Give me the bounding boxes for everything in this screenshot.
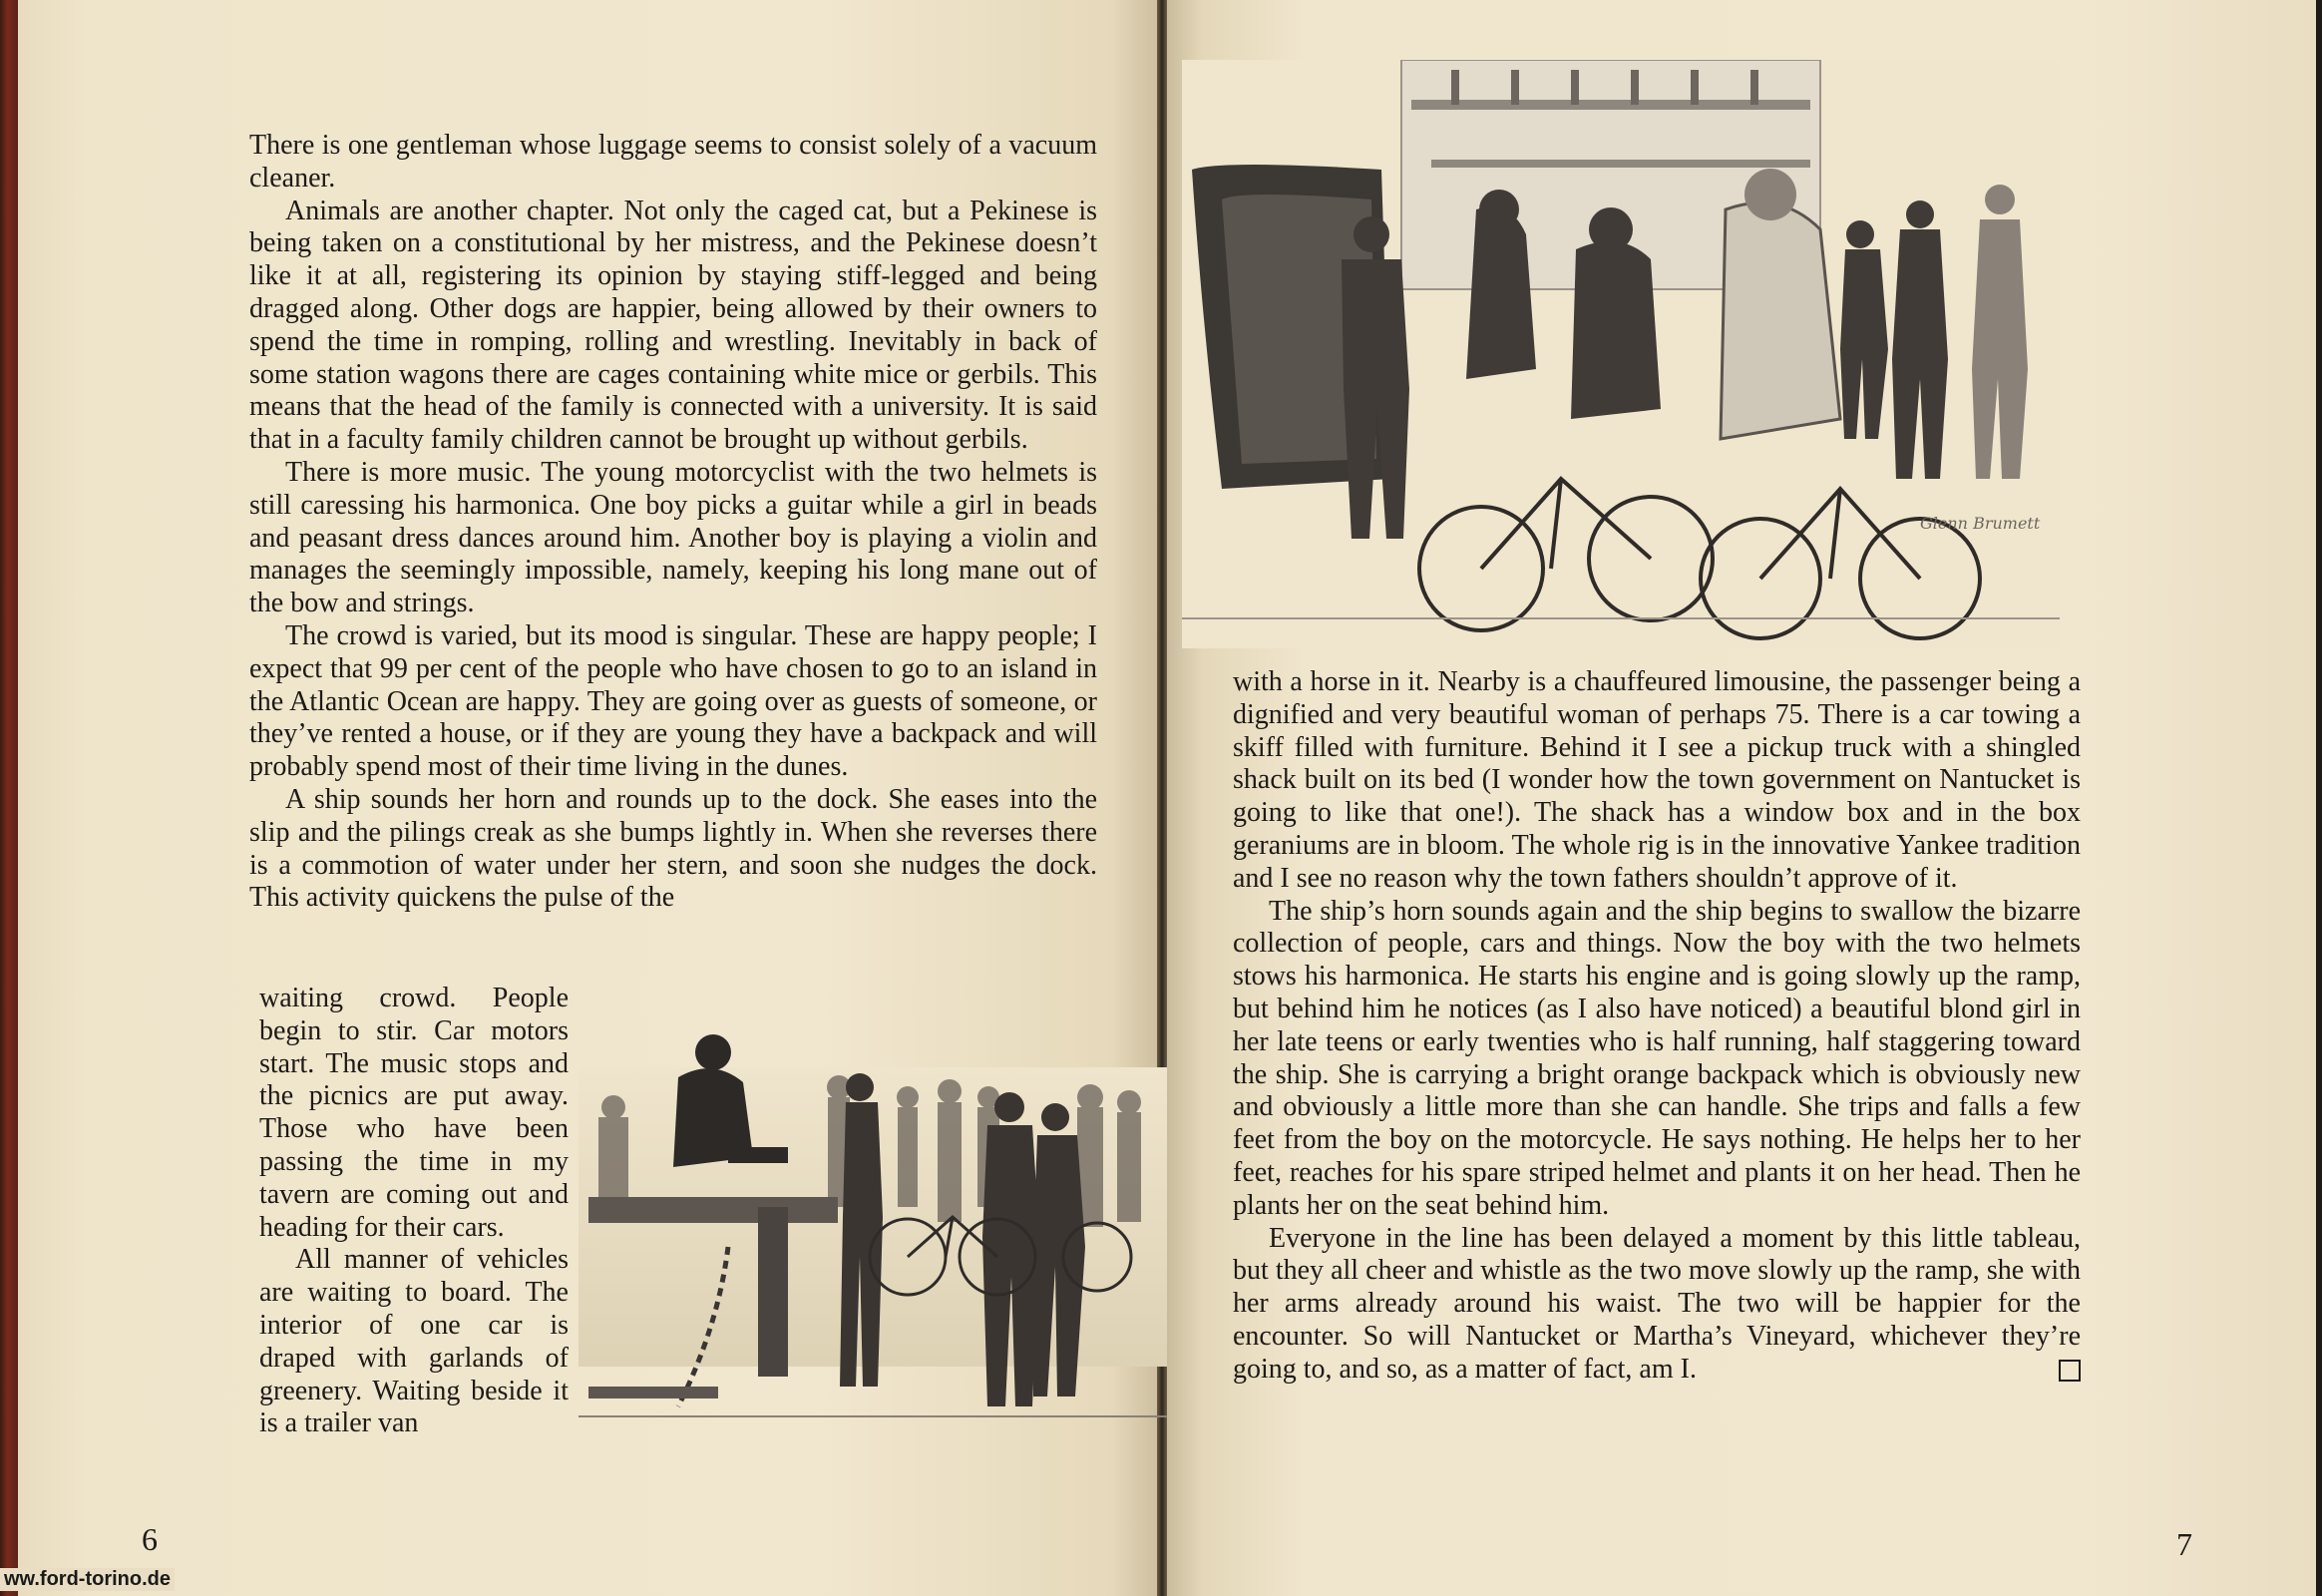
page-number-right: 7 xyxy=(2176,1526,2192,1562)
right-column xyxy=(1233,666,2081,1387)
paragraph: The ship’s horn sounds again and the ship begins to swallow the bizarre collection of people, cars and things. Now the boy with the two helmets stows his harmonica. He starts his engine and is going slowly up the ramp, but behind him he notices (as I also have noticed) a beautiful blond girl in her late teens or early twenties who is half running, half staggering toward the ship. She is carrying a bright orange backpack which is obviously new and obviously a little more than she can handle. She trips and falls a few feet from the boy on the motorcycle. He says nothing. He helps her to her feet, reaches for his spare striped helmet and plants it on her head. Then he plants her on the seat behind him. xyxy=(1233,895,2081,1221)
paragraph: Animals are another chapter. Not only the caged cat, but a Pekinese is being taken on a constitutional by her mistress, and the Pekinese doesn’t like it at all, registering its opinion by staying stiff-legged and being dragged along. Other dogs are happier, being allowed by their owners to spend the time in romping, rolling and wrestling. Inevitably in back of some station wagons there are cages containing white mice or gerbils. This means that the head of the family is connected with a university. It is said that in a faculty family children cannot be brought up without gerbils. xyxy=(249,195,1097,456)
left-top-column xyxy=(249,130,1097,915)
paragraph: The crowd is varied, but its mood is singular. These are happy people; I expect that 99 per cent of the people who have chosen to go to an island in the Atlantic Ocean are happy. They are going over as guests of someone, or they’ve rented a house, or if they are young they have a backpack and will probably spend most of their time living in the dunes. xyxy=(249,619,1097,783)
paragraph: There is more music. The young motorcyclist with the two helmets is still caressing his harmonica. One boy picks a guitar while a girl in beads and peasant dress dances around him. Another boy is playing a violin and manages the seemingly impossible, namely, keeping his long mane out of the bow and strings. xyxy=(249,456,1097,619)
dock-crowd-illustration xyxy=(579,1007,1167,1426)
paragraph: waiting crowd. People begin to stir. Car motors start. The music stops and the picnics are put away. Those who have been passing the time in my tavern are coming out and heading for their cars. xyxy=(259,983,569,1243)
paragraph: There is one gentleman whose luggage seems to consist solely of a vacuum cleaner. xyxy=(249,130,1097,194)
cover-edge xyxy=(0,0,18,1596)
page-number-left: 6 xyxy=(142,1521,158,1557)
website-watermark: ww.ford-torino.de xyxy=(0,1568,175,1591)
paragraph xyxy=(1233,1223,2081,1387)
paragraph: with a horse in it. Nearby is a chauffeured limousine, the passenger being a dignified and very beautiful woman of perhaps 75. There is a car towing a skiff filled with furniture. Behind it I see a pickup truck with a shingled shack built on its bed (I wonder how the town government on Nantucket is going to like that one!). The shack has a window box and in the box geraniums are in bloom. The whole rig is in the innovative Yankee tradition and I see no reason why the town fathers shouldn’t approve of it. xyxy=(1233,666,2081,894)
left-narrow-column xyxy=(259,983,569,1440)
paragraph: A ship sounds her horn and rounds up to the dock. She eases into the slip and the pilings creak as she bumps lightly in. When she reverses there is a commotion of water under her stern, and soon she nudges the dock. This activity quickens the pulse of the xyxy=(249,783,1097,914)
paragraph: All manner of vehicles are waiting to board. The interior of one car is draped with garlands of greenery. Waiting beside it is a trailer van xyxy=(259,1244,569,1439)
paragraph-text: Everyone in the line has been delayed a moment by this little tableau, but they all cheer and whistle as the two move slowly up the ramp, she with her arms already around his waist. The two will be happier for the encounter. So will Nantucket or Martha’s Vineyard, whichever they’re going to, and so, as a matter of fact, am I. xyxy=(1233,1222,2081,1385)
end-of-article-mark xyxy=(2059,1360,2081,1382)
ferry-illustration xyxy=(1182,60,2060,648)
illustration-signature: Glenn Brumett xyxy=(1920,514,2041,533)
